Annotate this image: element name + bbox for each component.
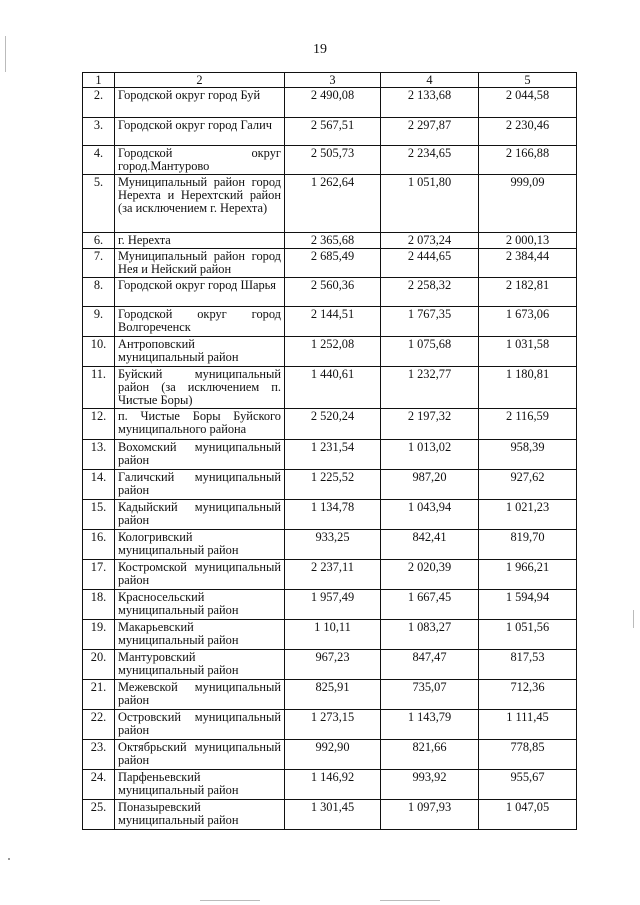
table-row xyxy=(83,88,577,118)
row-number-cell: 18. xyxy=(83,590,115,620)
value-col3-cell: 1 231,54 xyxy=(285,440,381,470)
row-number-cell: 5. xyxy=(83,175,115,233)
municipality-name-cell: Кологривский муниципальный район xyxy=(115,530,285,560)
table-row xyxy=(83,530,577,560)
page-number: 19 xyxy=(313,42,327,57)
value-col3-cell: 1 262,64 xyxy=(285,175,381,233)
municipality-name-cell: Костромской муниципальный район xyxy=(115,560,285,590)
table-row xyxy=(83,560,577,590)
row-number-cell: 10. xyxy=(83,337,115,367)
value-col5-cell: 1 673,06 xyxy=(479,307,577,337)
table-row xyxy=(83,440,577,470)
value-col3-cell: 825,91 xyxy=(285,680,381,710)
value-col5-cell: 927,62 xyxy=(479,470,577,500)
row-number-cell: 9. xyxy=(83,307,115,337)
scan-margin-mark xyxy=(200,900,260,901)
value-col5-cell: 955,67 xyxy=(479,770,577,800)
table-row xyxy=(83,740,577,770)
table-body xyxy=(83,73,577,830)
value-col5-cell: 958,39 xyxy=(479,440,577,470)
value-col3-cell: 1 146,92 xyxy=(285,770,381,800)
table-row xyxy=(83,650,577,680)
value-col5-cell: 817,53 xyxy=(479,650,577,680)
municipality-name-cell: Муниципальный район город Нея и Нейский район xyxy=(115,249,285,278)
row-number-cell: 3. xyxy=(83,118,115,146)
column-header: 2 xyxy=(115,73,285,88)
column-header: 1 xyxy=(83,73,115,88)
row-number-cell: 19. xyxy=(83,620,115,650)
row-number-cell: 16. xyxy=(83,530,115,560)
value-col4-cell: 2 444,65 xyxy=(381,249,479,278)
table-row xyxy=(83,367,577,409)
value-col3-cell: 933,25 xyxy=(285,530,381,560)
value-col5-cell: 2 166,88 xyxy=(479,146,577,175)
municipality-name-cell: Мантуровский муниципальный район xyxy=(115,650,285,680)
table-row xyxy=(83,278,577,307)
municipality-name-cell: Кадыйский муниципальный район xyxy=(115,500,285,530)
municipality-name-cell: Городской округ город Шарья xyxy=(115,278,285,307)
municipality-name-cell: г. Нерехта xyxy=(115,233,285,249)
value-col4-cell: 1 097,93 xyxy=(381,800,479,830)
row-number-cell: 13. xyxy=(83,440,115,470)
municipality-name-cell: Октябрьский муниципальный район xyxy=(115,740,285,770)
municipality-name-cell: Красносельский муниципальный район xyxy=(115,590,285,620)
row-number-cell: 7. xyxy=(83,249,115,278)
value-col5-cell: 1 047,05 xyxy=(479,800,577,830)
value-col5-cell: 2 044,58 xyxy=(479,88,577,118)
scan-margin-mark xyxy=(633,610,634,628)
table-row xyxy=(83,249,577,278)
row-number-cell: 12. xyxy=(83,409,115,440)
value-col4-cell: 2 197,32 xyxy=(381,409,479,440)
value-col4-cell: 1 083,27 xyxy=(381,620,479,650)
row-number-cell: 14. xyxy=(83,470,115,500)
table-header-row xyxy=(83,73,577,88)
value-col4-cell: 1 013,02 xyxy=(381,440,479,470)
value-col3-cell: 1 957,49 xyxy=(285,590,381,620)
value-col4-cell: 1 075,68 xyxy=(381,337,479,367)
value-col4-cell: 1 043,94 xyxy=(381,500,479,530)
value-col5-cell: 2 000,13 xyxy=(479,233,577,249)
value-col3-cell: 2 685,49 xyxy=(285,249,381,278)
table-row xyxy=(83,307,577,337)
row-number-cell: 15. xyxy=(83,500,115,530)
value-col5-cell: 999,09 xyxy=(479,175,577,233)
row-number-cell: 6. xyxy=(83,233,115,249)
row-number-cell: 24. xyxy=(83,770,115,800)
value-col3-cell: 2 144,51 xyxy=(285,307,381,337)
value-col5-cell: 819,70 xyxy=(479,530,577,560)
row-number-cell: 21. xyxy=(83,680,115,710)
value-col3-cell: 2 505,73 xyxy=(285,146,381,175)
table-row xyxy=(83,770,577,800)
value-col5-cell: 1 111,45 xyxy=(479,710,577,740)
column-header: 3 xyxy=(285,73,381,88)
table-row xyxy=(83,470,577,500)
row-number-cell: 2. xyxy=(83,88,115,118)
value-col3-cell: 1 134,78 xyxy=(285,500,381,530)
value-col5-cell: 2 230,46 xyxy=(479,118,577,146)
value-col5-cell: 2 384,44 xyxy=(479,249,577,278)
value-col5-cell: 1 594,94 xyxy=(479,590,577,620)
value-col4-cell: 847,47 xyxy=(381,650,479,680)
value-col5-cell: 2 116,59 xyxy=(479,409,577,440)
value-col4-cell: 735,07 xyxy=(381,680,479,710)
value-col3-cell: 2 490,08 xyxy=(285,88,381,118)
value-col3-cell: 1 440,61 xyxy=(285,367,381,409)
municipality-name-cell: Городской округ город.Мантурово xyxy=(115,146,285,175)
value-col4-cell: 993,92 xyxy=(381,770,479,800)
row-number-cell: 22. xyxy=(83,710,115,740)
value-col5-cell: 712,36 xyxy=(479,680,577,710)
value-col4-cell: 842,41 xyxy=(381,530,479,560)
table-row xyxy=(83,590,577,620)
value-col4-cell: 1 051,80 xyxy=(381,175,479,233)
municipality-name-cell: Островский муниципальный район xyxy=(115,710,285,740)
value-col3-cell: 1 273,15 xyxy=(285,710,381,740)
table-row xyxy=(83,800,577,830)
value-col3-cell: 2 237,11 xyxy=(285,560,381,590)
row-number-cell: 4. xyxy=(83,146,115,175)
table-row xyxy=(83,620,577,650)
table-row xyxy=(83,233,577,249)
value-col5-cell: 778,85 xyxy=(479,740,577,770)
value-col5-cell: 2 182,81 xyxy=(479,278,577,307)
row-number-cell: 23. xyxy=(83,740,115,770)
row-number-cell: 8. xyxy=(83,278,115,307)
value-col4-cell: 2 258,32 xyxy=(381,278,479,307)
value-col4-cell: 1 767,35 xyxy=(381,307,479,337)
scan-dot xyxy=(8,858,10,860)
value-col5-cell: 1 966,21 xyxy=(479,560,577,590)
table-row xyxy=(83,680,577,710)
municipality-name-cell: Городской округ город Галич xyxy=(115,118,285,146)
municipality-name-cell: Антроповский муниципальный район xyxy=(115,337,285,367)
scan-margin-mark xyxy=(380,900,440,901)
municipality-name-cell: Поназыревский муниципальный район xyxy=(115,800,285,830)
row-number-cell: 20. xyxy=(83,650,115,680)
value-col3-cell: 2 560,36 xyxy=(285,278,381,307)
table-row xyxy=(83,146,577,175)
municipality-name-cell: Городской округ город Буй xyxy=(115,88,285,118)
value-col4-cell: 987,20 xyxy=(381,470,479,500)
row-number-cell: 17. xyxy=(83,560,115,590)
table-row xyxy=(83,337,577,367)
value-col5-cell: 1 051,56 xyxy=(479,620,577,650)
row-number-cell: 11. xyxy=(83,367,115,409)
value-col3-cell: 1 10,11 xyxy=(285,620,381,650)
municipality-name-cell: Вохомский муниципальный район xyxy=(115,440,285,470)
column-header: 5 xyxy=(479,73,577,88)
value-col3-cell: 967,23 xyxy=(285,650,381,680)
municipality-name-cell: Муниципальный район город Нерехта и Нерехтский район (за исключением г. Нерехта) xyxy=(115,175,285,233)
table-row xyxy=(83,118,577,146)
value-col3-cell: 992,90 xyxy=(285,740,381,770)
value-col4-cell: 821,66 xyxy=(381,740,479,770)
table-row xyxy=(83,409,577,440)
column-header: 4 xyxy=(381,73,479,88)
municipality-name-cell: Межевской муниципальный район xyxy=(115,680,285,710)
table-row xyxy=(83,710,577,740)
value-col3-cell: 1 301,45 xyxy=(285,800,381,830)
value-col3-cell: 1 252,08 xyxy=(285,337,381,367)
value-col5-cell: 1 031,58 xyxy=(479,337,577,367)
municipality-name-cell: Буйский муниципальный район (за исключением п. Чистые Боры) xyxy=(115,367,285,409)
value-col3-cell: 2 567,51 xyxy=(285,118,381,146)
table-row xyxy=(83,175,577,233)
value-col3-cell: 1 225,52 xyxy=(285,470,381,500)
value-col3-cell: 2 365,68 xyxy=(285,233,381,249)
value-col4-cell: 1 232,77 xyxy=(381,367,479,409)
municipality-name-cell: Макарьевский муниципальный район xyxy=(115,620,285,650)
municipality-name-cell: Городской округ город Волгореченск xyxy=(115,307,285,337)
municipality-name-cell: Галичский муниципальный район xyxy=(115,470,285,500)
value-col4-cell: 2 020,39 xyxy=(381,560,479,590)
value-col5-cell: 1 021,23 xyxy=(479,500,577,530)
value-col4-cell: 2 073,24 xyxy=(381,233,479,249)
value-col5-cell: 1 180,81 xyxy=(479,367,577,409)
value-col3-cell: 2 520,24 xyxy=(285,409,381,440)
table-row xyxy=(83,500,577,530)
value-col4-cell: 2 133,68 xyxy=(381,88,479,118)
municipality-name-cell: п. Чистые Боры Буйского муниципального района xyxy=(115,409,285,440)
data-table-container xyxy=(82,72,576,830)
value-col4-cell: 2 297,87 xyxy=(381,118,479,146)
municipality-name-cell: Парфеньевский муниципальный район xyxy=(115,770,285,800)
row-number-cell: 25. xyxy=(83,800,115,830)
data-table xyxy=(82,72,577,830)
value-col4-cell: 1 143,79 xyxy=(381,710,479,740)
value-col4-cell: 1 667,45 xyxy=(381,590,479,620)
value-col4-cell: 2 234,65 xyxy=(381,146,479,175)
